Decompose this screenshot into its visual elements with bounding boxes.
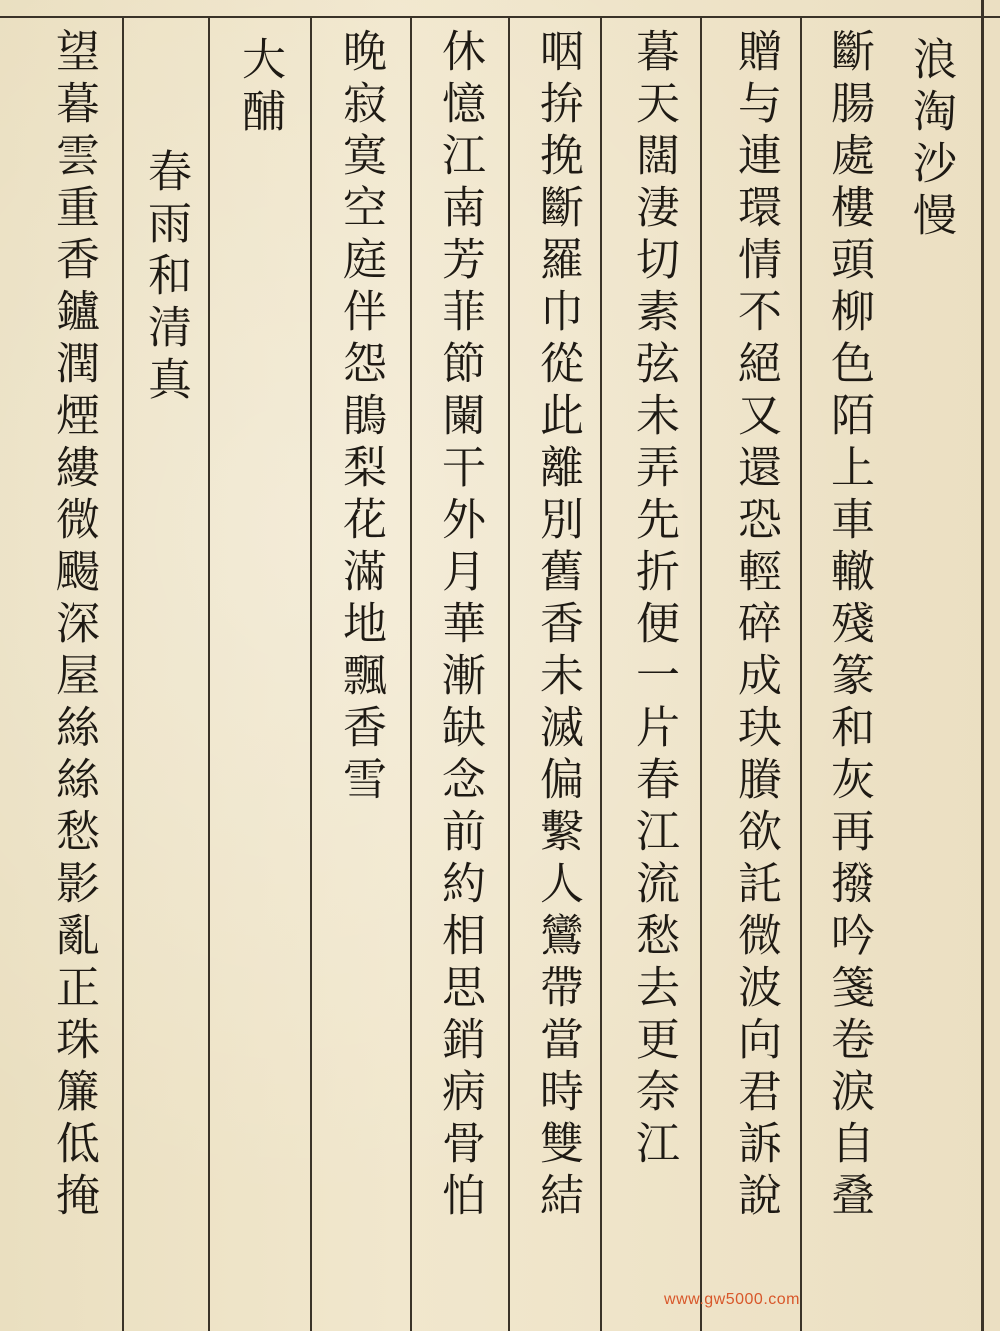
column-text — [325, 28, 395, 808]
column-characters: 暮天闊淒切素弦未弄先折便一片春江流愁去更奈江 — [628, 28, 679, 1172]
column-text — [720, 28, 790, 1224]
column-characters: 晚寂寞空庭伴怨鵑梨花滿地飄香雪 — [335, 28, 386, 808]
column-characters: 斷腸處樓頭柳色陌上車轍殘篆和灰再撥吟箋卷淚自叠 — [823, 28, 874, 1224]
column-characters: 贈与連環情不絕又還恐輕碎成玦賸欲託微波向君訴說 — [730, 28, 781, 1224]
column-text — [38, 28, 108, 1224]
column-text — [813, 28, 883, 1224]
column-rule — [800, 16, 802, 1331]
column-characters: 春雨和清真 — [140, 148, 191, 408]
column-rule — [508, 16, 510, 1331]
right-border-line — [981, 0, 984, 1331]
column-text — [522, 28, 592, 1224]
column-characters: 大酺 — [234, 36, 285, 140]
top-border-line — [0, 16, 1000, 18]
column-heading — [224, 36, 294, 140]
watermark-text: www.gw5000.com — [664, 1291, 800, 1308]
column-rule — [208, 16, 210, 1331]
column-characters: 咽拚挽斷羅巾從此離別舊香未滅偏繫人鸞帶當時雙結 — [532, 28, 583, 1224]
column-rule — [600, 16, 602, 1331]
column-title — [895, 36, 965, 244]
column-characters: 休憶江南芳菲節闌干外月華漸缺念前約相思銷病骨怕 — [434, 28, 485, 1224]
column-rule — [122, 16, 124, 1331]
column-text — [424, 28, 494, 1224]
column-rule — [700, 16, 702, 1331]
column-characters: 望暮雲重香鑪潤煙縷微颺深屋絲絲愁影亂正珠簾低掩 — [48, 28, 99, 1224]
column-subtitle — [130, 148, 200, 408]
column-text — [618, 28, 688, 1172]
column-rule — [310, 16, 312, 1331]
column-rule — [410, 16, 412, 1331]
column-characters: 浪淘沙慢 — [905, 36, 956, 244]
